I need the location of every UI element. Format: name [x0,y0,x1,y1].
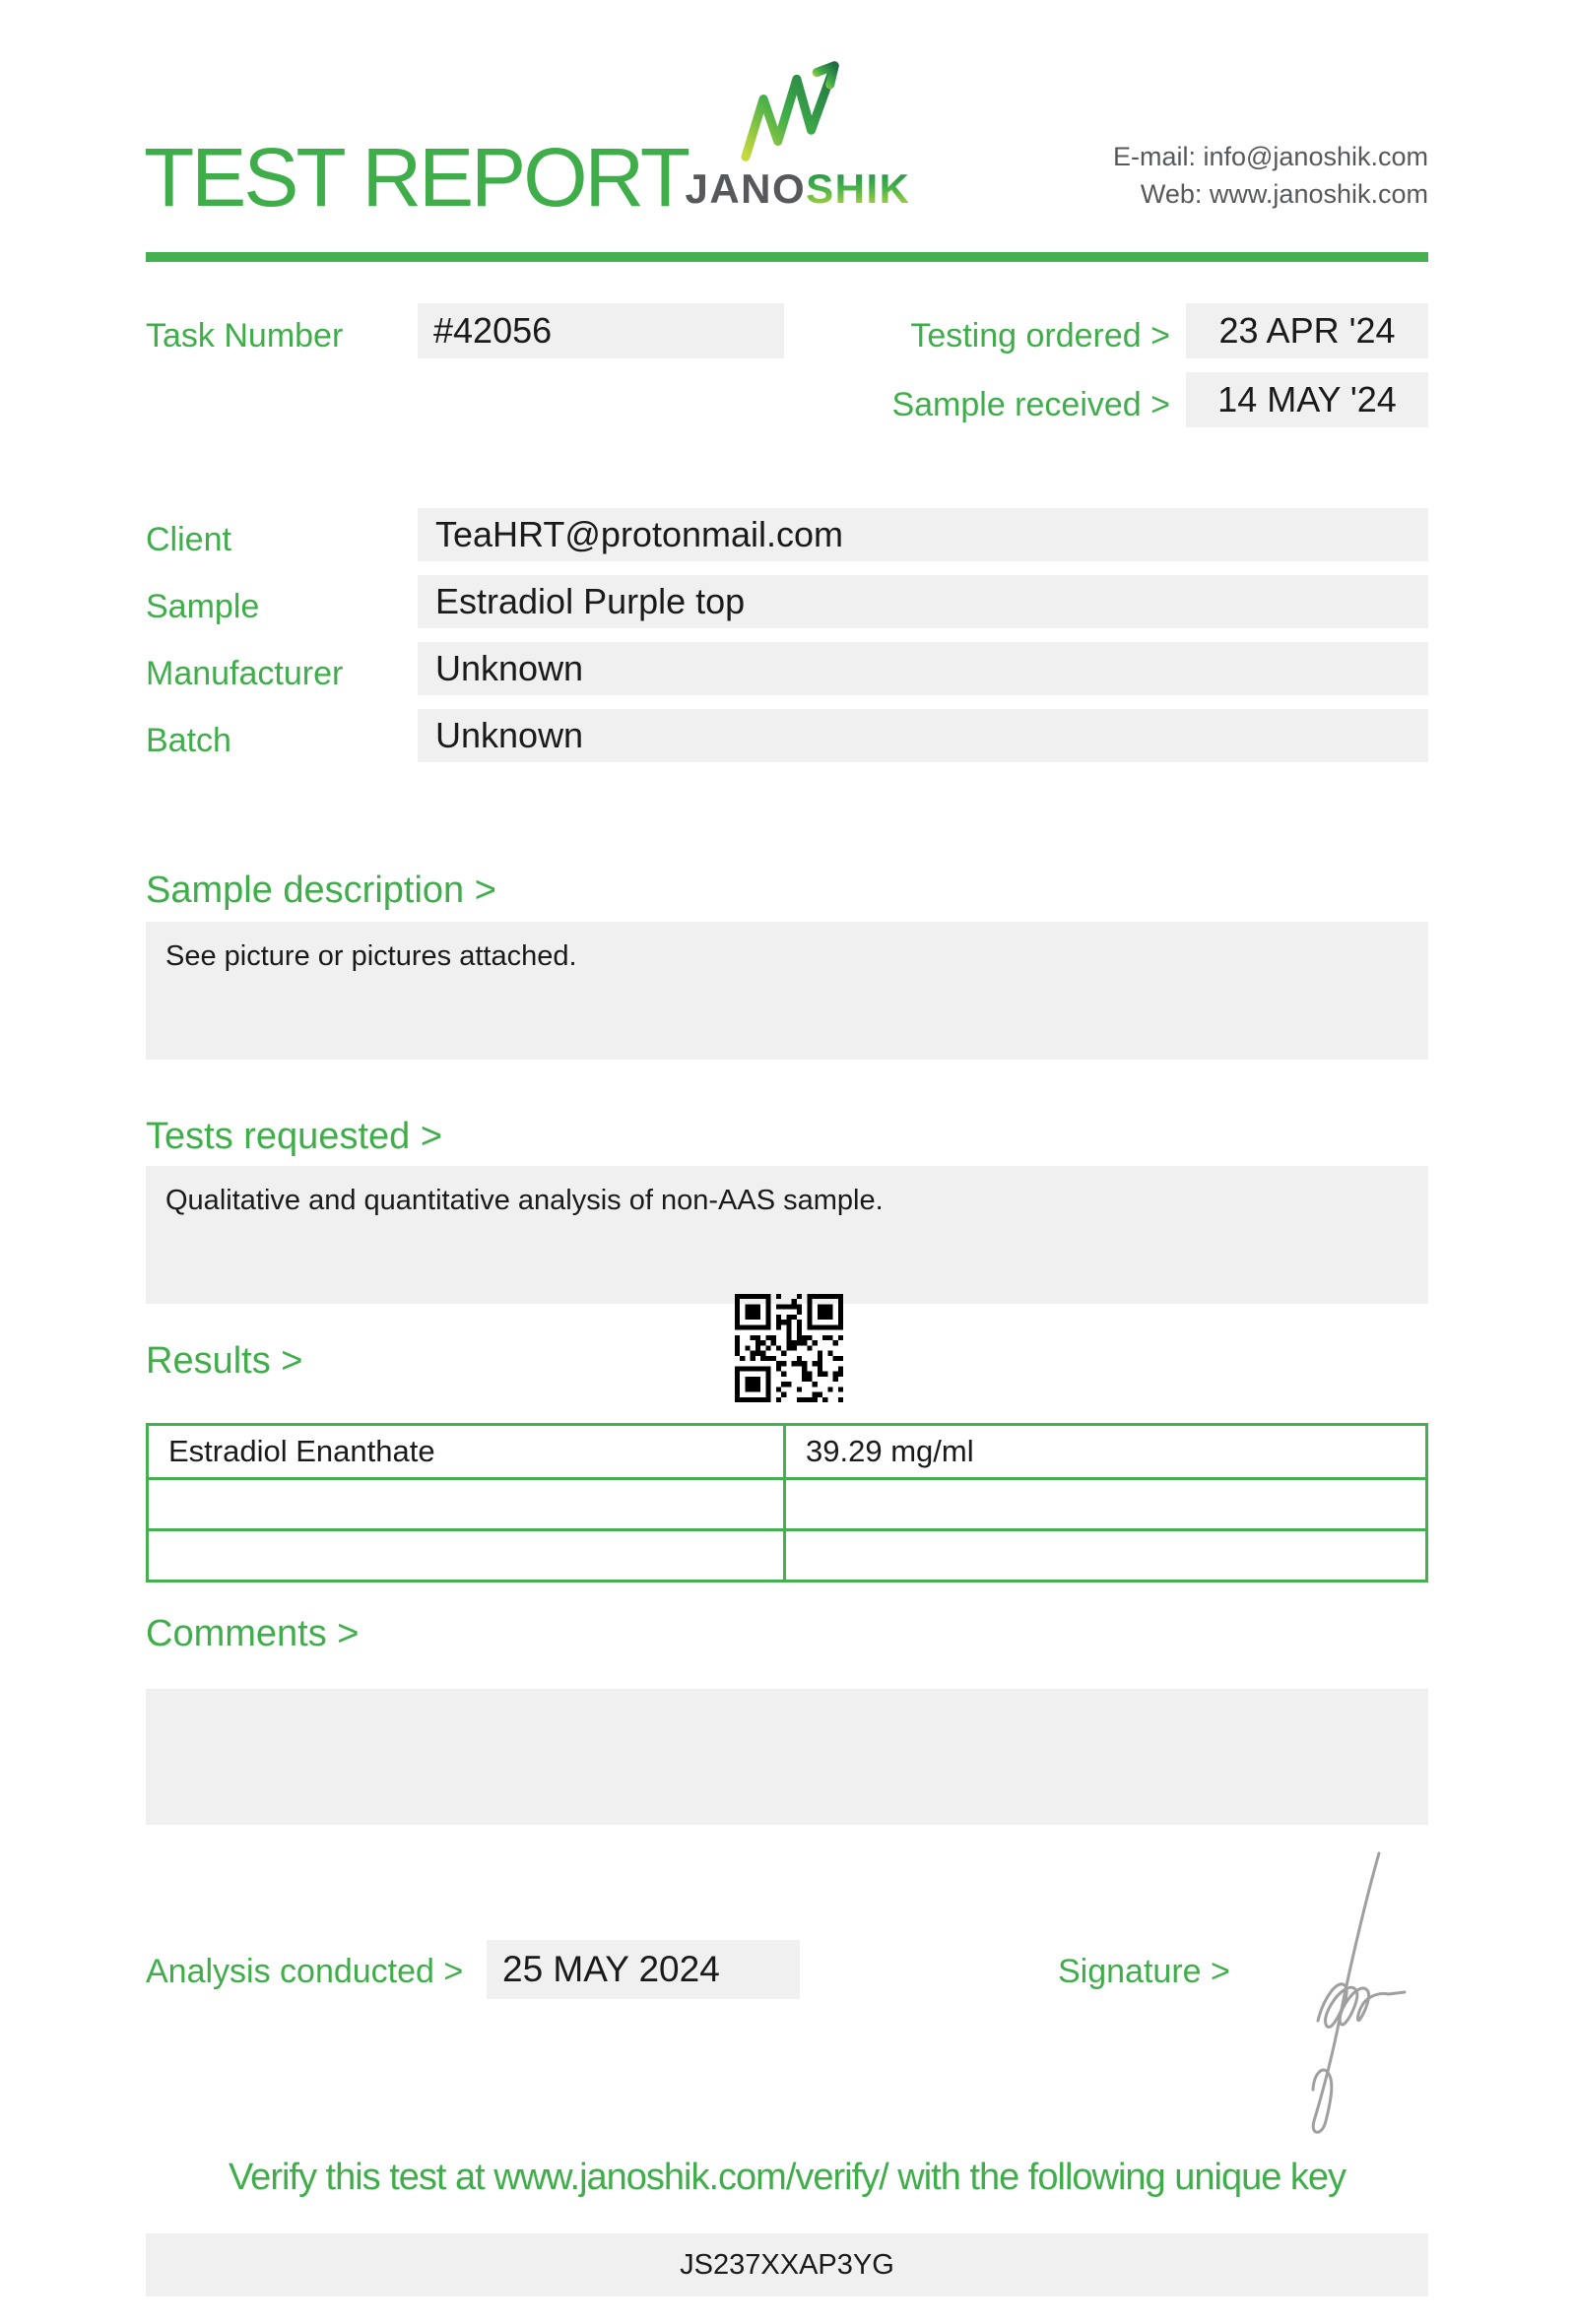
manufacturer-label: Manufacturer [146,655,344,692]
client-value: TeaHRT@protonmail.com [418,508,1428,561]
analysis-conducted-label: Analysis conducted > [146,1953,464,1990]
brand-wordmark-gray: JANO [685,165,807,212]
verify-key: JS237XXAP3YG [146,2233,1428,2296]
result-analyte-cell [149,1477,786,1528]
task-number-label: Task Number [146,317,344,355]
qr-code [735,1294,843,1402]
verify-instruction: Verify this test at www.janoshik.com/verify/ with the following unique key [228,2157,1346,2198]
comments-heading: Comments > [146,1613,360,1654]
result-value-cell: 39.29 mg/ml [806,1434,974,1468]
tests-requested-body: Qualitative and quantitative analysis of non-AAS sample. [146,1166,1428,1304]
brand-wordmark [678,165,918,213]
contact-email-link[interactable]: E-mail: info@janoshik.com [1112,142,1428,171]
sample-value: Estradiol Purple top [418,575,1428,628]
client-label: Client [146,521,231,558]
signature-image [1269,1843,1431,2134]
result-value-cell [786,1477,1425,1528]
sample-description-heading: Sample description > [146,870,496,911]
sample-received-label: Sample received > [891,386,1170,423]
testing-ordered-date: 23 APR '24 [1186,303,1428,358]
contact-info [1113,138,1428,213]
results-table [146,1423,1428,1582]
batch-label: Batch [146,722,231,759]
batch-value: Unknown [418,709,1428,762]
manufacturer-value: Unknown [418,642,1428,695]
brand-logo [678,59,918,213]
sample-received-date: 14 MAY '24 [1186,372,1428,427]
sample-description-body: See picture or pictures attached. [146,922,1428,1060]
results-heading: Results > [146,1340,303,1382]
header-divider [146,252,1428,262]
brand-wordmark-green: SHIK [806,165,911,212]
chart-growth-icon [736,59,860,163]
result-value-cell [786,1528,1425,1580]
testing-ordered-label: Testing ordered > [910,317,1170,355]
tests-requested-heading: Tests requested > [146,1116,443,1157]
contact-web-link[interactable]: Web: www.janoshik.com [1140,179,1428,209]
result-analyte-cell: Estradiol Enanthate [149,1426,786,1477]
result-analyte-cell [149,1528,786,1580]
page-title: TEST REPORT [144,131,689,224]
task-number-value: #42056 [418,303,784,358]
comments-body [146,1689,1428,1825]
analysis-conducted-date: 25 MAY 2024 [487,1940,800,1999]
signature-label: Signature > [1058,1953,1230,1990]
sample-label: Sample [146,588,260,625]
